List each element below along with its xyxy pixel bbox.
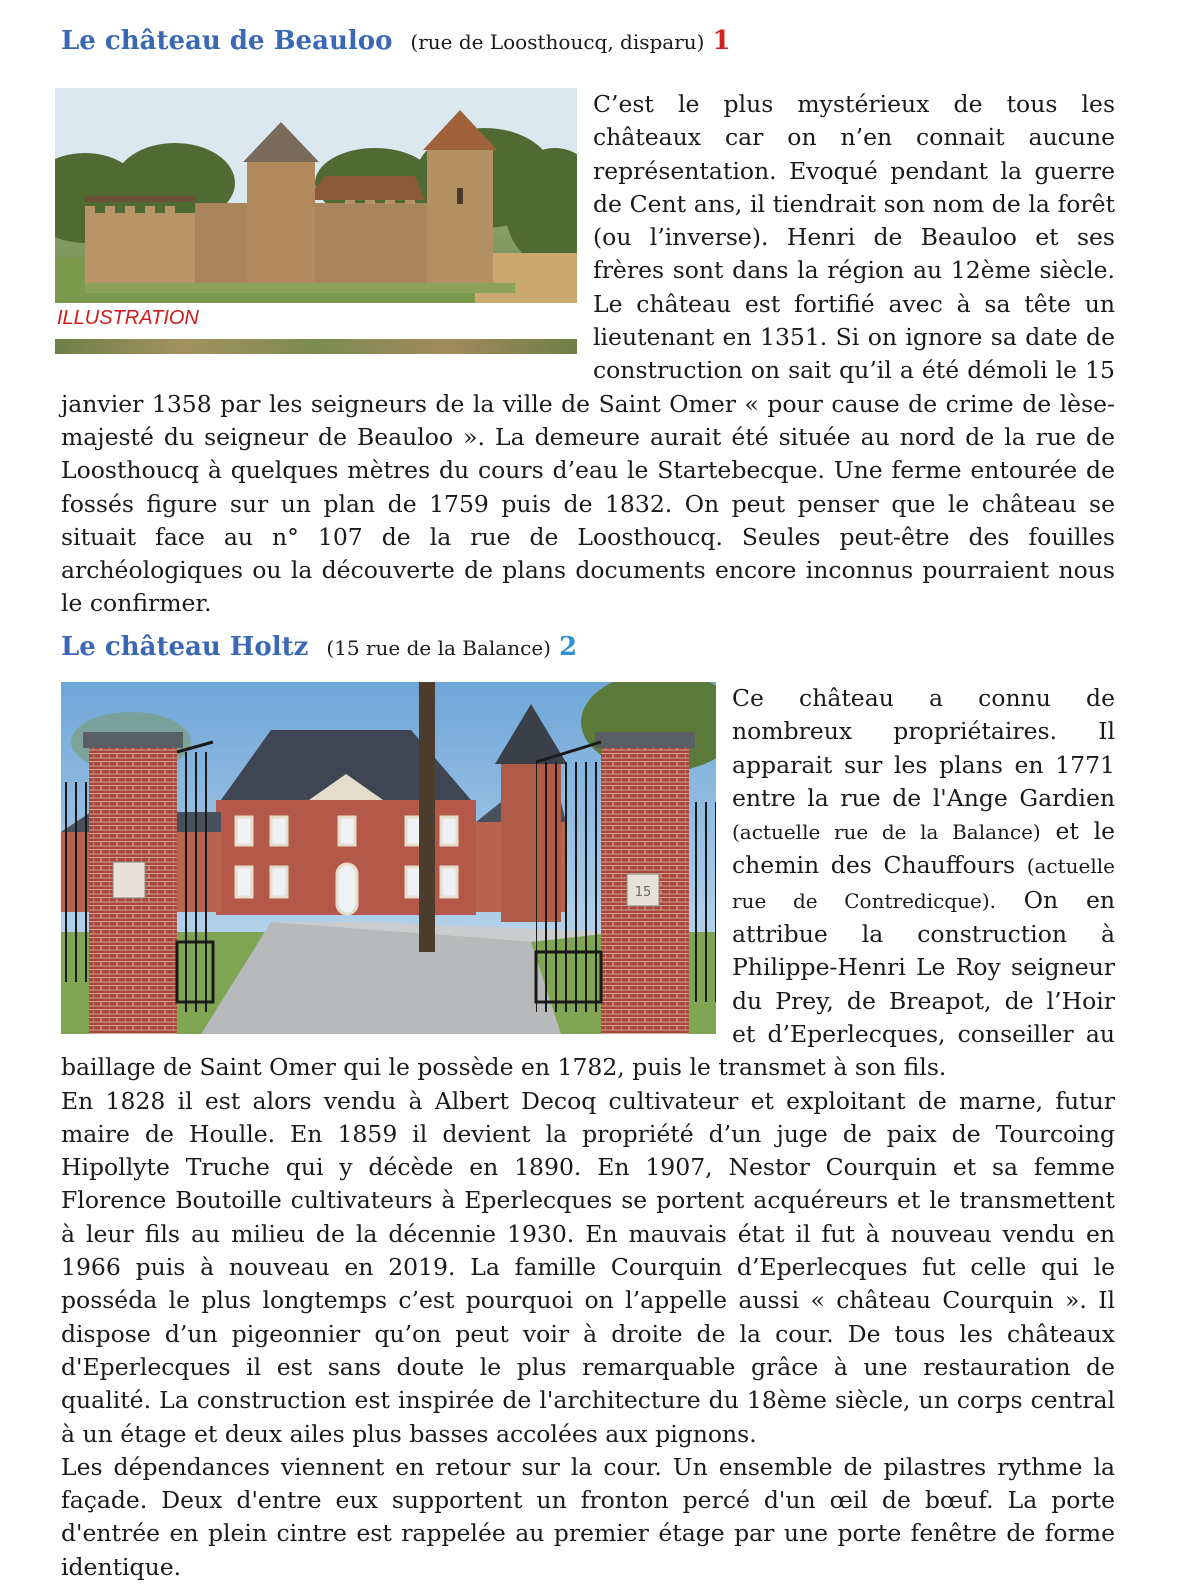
gate-plaque-number: 15	[634, 885, 652, 900]
section2-body	[61, 682, 1115, 1584]
section2-number: 2	[558, 632, 578, 662]
section1-paragraph: C’est le plus mystérieux de tous les châteaux car on n’en connait aucune représentation. Evoqué pendant la guerre de Cent ans, il tiendrait son nom de la forêt (ou l’inverse). Henri de Beauloo et ses frères sont dans la région au 12ème siècle. Le château est fortifié avec à sa tête un lieutenant en 1351. Si on ignore sa date de construction on sait qu’il a été démoli le 15 janvier 1358 par les seigneurs de la ville de Saint Omer « pour cause de crime de lèse-majesté du seigneur de Beauloo ». La demeure aurait été située au nord de la rue de Loosthoucq à quelques mètres du cours d’eau le Startebecque. Une ferme entourée de fossés figure sur un plan de 1759 puis de 1832. On peut penser que le château se situait face au n° 107 de la rue de Loosthoucq. Seules peut-être des fouilles archéologiques ou la découverte de plans documents encore inconnus pourraient nous le confirmer.	[61, 90, 1115, 618]
section2-paragraph-3: Les dépendances viennent en retour sur la cour. Un ensemble de pilastres rythme la façade. Deux d'entre eux supportent un fronton percé d'un œil de bœuf. La porte d'entrée en plein cintre est rappelée au premier étage par une porte fenêtre de forme identique.	[61, 1452, 1115, 1581]
section2-paragraph-1: Ce château a connu de nombreux propriétaires. Il apparait sur les plans en 1771 entre la rue de l'Ange Gardien (actuelle rue de la Balance) et le chemin des Chauffours (actuelle rue de Contredicque). On en attribue la construction à Philippe-Henri Le Roy seigneur du Prey, de Breapot, de l’Hoir et d’Eperlecques, conseiller au baillage de Saint Omer qui le possède en 1782, puis le transmet à son fils.	[61, 684, 1116, 1082]
section1-heading	[61, 26, 731, 56]
section2-address: (15 rue de la Balance)	[326, 636, 551, 660]
castle-illustration-figure	[55, 88, 577, 354]
section2-heading	[61, 632, 577, 662]
note-actuelle-balance: (actuelle rue de la Balance)	[732, 820, 1041, 845]
section1-number: 1	[712, 26, 731, 56]
section1-body	[55, 88, 1115, 621]
illustration-caption: ILLUSTRATION	[57, 307, 199, 329]
castle-illustration-image	[55, 88, 577, 303]
section2-title: Le château Holtz	[61, 632, 309, 662]
section2-paragraph-2: En 1828 il est alors vendu à Albert Decoq cultivateur et exploitant de marne, futur maire de Houlle. En 1859 il devient la propriété d’un juge de paix de Tourcoing Hipollyte Truche qui y décède en 1890. En 1907, Nestor Courquin et sa femme Florence Boutoille cultivateurs à Eperlecques se portent acquéreurs et le transmettent à leur fils au milieu de la décennie 1930. En mauvais état il fut à nouveau vendu en 1966 puis à nouveau en 2019. La famille Courquin d’Eperlecques fut celle qui le posséda le plus longtemps c’est pourquoi on l’appelle aussi « château Courquin ». Il dispose d’un pigeonnier qu’on peut voir à droite de la cour. De tous les châteaux d'Eperlecques il est sans doute le plus remarquable grâce à une restauration de qualité. La construction est inspirée de l'architecture du 18ème siècle, un corps central à un étage et deux ailes plus basses accolées aux pignons.	[61, 1086, 1115, 1448]
ground-strip	[55, 339, 577, 354]
note-actuelle-contredicque: (actuelle rue de Contredicque).	[732, 854, 1115, 913]
section1-title: Le château de Beauloo	[61, 26, 393, 56]
chateau-holtz-photo	[61, 682, 716, 1034]
section1-address: (rue de Loosthoucq, disparu)	[410, 30, 705, 54]
